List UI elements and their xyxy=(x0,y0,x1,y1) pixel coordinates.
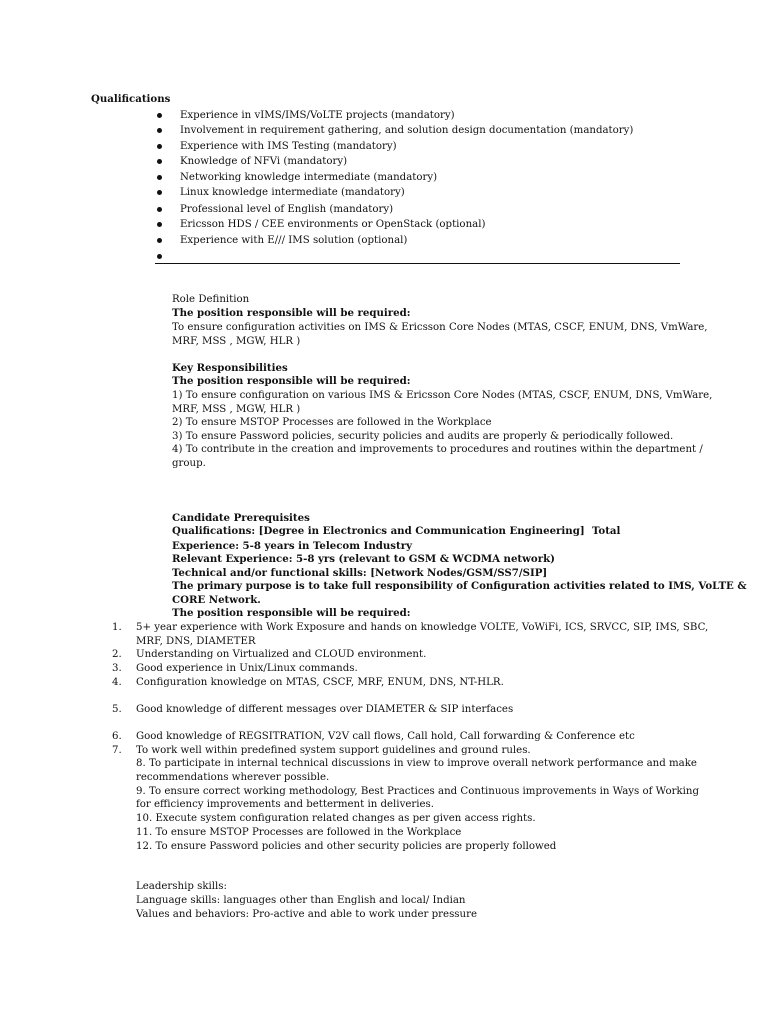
list-item: Understanding on Virtualized and CLOUD environment. xyxy=(136,649,427,660)
qualification-item: Ericsson HDS / CEE environments or OpenStack (optional) xyxy=(180,219,486,230)
candidate-prerequisites-heading: Candidate Prerequisites xyxy=(172,512,310,524)
continued-item: 10. Execute system configuration related changes as per given access rights. xyxy=(136,813,536,824)
continued-item: 12. To ensure Password policies and other security policies are properly followed xyxy=(136,841,557,852)
prereq-qualifications: Qualifications: [Degree in Electronics and Communication Engineering] xyxy=(172,525,585,537)
list-number: 5. xyxy=(112,704,122,715)
list-item: Good knowledge of REGSITRATION, V2V call flows, Call hold, Call forwarding & Conference etc xyxy=(136,731,635,742)
qualification-item: Experience with E/// IMS solution (optional) xyxy=(180,235,408,246)
qualification-item: Knowledge of NFVi (mandatory) xyxy=(180,156,348,167)
responsibility-line: 3) To ensure Password policies, security policies and audits are properly & periodically followed. xyxy=(172,431,674,442)
bullet-icon xyxy=(157,234,163,248)
list-number: 1. xyxy=(112,622,122,633)
prereq-purpose: The primary purpose is to take full responsibility of Configuration activities related to IMS, VoLTE & xyxy=(172,580,747,592)
continued-item: 11. To ensure MSTOP Processes are followed in the Workplace xyxy=(136,827,462,838)
responsibility-line: 1) To ensure configuration on various IMS & Ericsson Core Nodes (MTAS, CSCF, ENUM, DNS, VmWare, xyxy=(172,390,713,401)
prereq-experience: Experience: 5-8 years in Telecom Industry xyxy=(172,540,412,552)
continued-item: recommendations wherever possible. xyxy=(136,772,330,783)
responsibility-line: group. xyxy=(172,458,206,469)
list-item: MRF, DNS, DIAMETER xyxy=(136,636,256,647)
bullet-icon xyxy=(157,140,163,154)
list-item: To work well within predefined system support guidelines and ground rules. xyxy=(136,745,531,756)
responsibility-line: 4) To contribute in the creation and improvements to procedures and routines within the department / xyxy=(172,444,703,455)
prereq-technical-skills: Technical and/or functional skills: [Network Nodes/GSM/SS7/SIP] xyxy=(172,567,548,579)
qualification-item: Experience with IMS Testing (mandatory) xyxy=(180,141,397,152)
qualification-item: Linux knowledge intermediate (mandatory) xyxy=(180,187,405,198)
bullet-icon xyxy=(157,124,163,138)
leadership-language: Language skills: languages other than English and local/ Indian xyxy=(136,895,466,906)
qualification-item: Professional level of English (mandatory) xyxy=(180,204,394,215)
continued-item: 8. To participate in internal technical discussions in view to improve overall network performance and make xyxy=(136,758,697,769)
list-item: Good experience in Unix/Linux commands. xyxy=(136,663,358,674)
role-definition-intro: The position responsible will be required: xyxy=(172,307,411,319)
role-definition-text: To ensure configuration activities on IMS & Ericsson Core Nodes (MTAS, CSCF, ENUM, DNS, VmWare, xyxy=(172,322,708,333)
horizontal-rule xyxy=(155,263,680,264)
list-item: Configuration knowledge on MTAS, CSCF, MRF, ENUM, DNS, NT-HLR. xyxy=(136,677,504,688)
list-number: 6. xyxy=(112,731,122,742)
leadership-values: Values and behaviors: Pro-active and able to work under pressure xyxy=(136,909,477,920)
prereq-intro: The position responsible will be required: xyxy=(172,607,411,619)
qualification-item: Experience in vIMS/IMS/VoLTE projects (mandatory) xyxy=(180,110,455,121)
key-responsibilities-heading: Key Responsibilities xyxy=(172,362,288,374)
bullet-icon xyxy=(157,250,163,264)
qualifications-heading: Qualifications xyxy=(91,93,171,105)
leadership-heading: Leadership skills: xyxy=(136,881,227,892)
bullet-icon xyxy=(157,171,163,185)
bullet-icon xyxy=(157,186,163,200)
list-item: 5+ year experience with Work Exposure and hands on knowledge VOLTE, VoWiFi, ICS, SRVCC, SIP, IMS, SBC, xyxy=(136,622,709,633)
bullet-icon xyxy=(157,109,163,123)
list-number: 7. xyxy=(112,745,122,756)
bullet-icon xyxy=(157,155,163,169)
continued-item: 9. To ensure correct working methodology, Best Practices and Continuous improvements in Ways of Working xyxy=(136,786,699,797)
continued-item: for efficiency improvements and betterment in deliveries. xyxy=(136,799,434,810)
responsibility-line: MRF, MSS , MGW, HLR ) xyxy=(172,404,301,415)
prereq-total-label: Total xyxy=(592,525,621,537)
qualification-item: Networking knowledge intermediate (mandatory) xyxy=(180,172,438,183)
prereq-purpose: CORE Network. xyxy=(172,594,261,606)
role-definition-text: MRF, MSS , MGW, HLR ) xyxy=(172,336,301,347)
qualification-item: Involvement in requirement gathering, and solution design documentation (mandatory) xyxy=(180,125,634,136)
list-number: 3. xyxy=(112,663,122,674)
list-item: Good knowledge of different messages over DIAMETER & SIP interfaces xyxy=(136,704,514,715)
bullet-icon xyxy=(157,218,163,232)
bullet-icon xyxy=(157,203,163,217)
list-number: 4. xyxy=(112,677,122,688)
prereq-relevant-experience: Relevant Experience: 5-8 yrs (relevant to GSM & WCDMA network) xyxy=(172,553,555,565)
list-number: 2. xyxy=(112,649,122,660)
role-definition-heading: Role Definition xyxy=(172,294,250,305)
key-responsibilities-intro: The position responsible will be required: xyxy=(172,375,411,387)
responsibility-line: 2) To ensure MSTOP Processes are followed in the Workplace xyxy=(172,417,492,428)
